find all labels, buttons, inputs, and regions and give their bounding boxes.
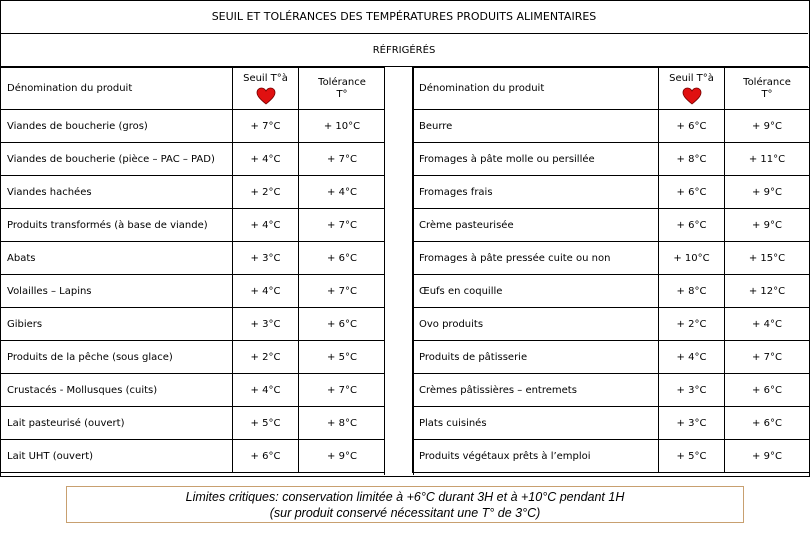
seuil-value: + 6°C [659,176,725,209]
note-line-2: (sur produit conservé nécessitant une T° de 3°C) [269,506,541,520]
tolerance-value: + 8°C [299,407,386,440]
tolerance-value: + 7°C [299,374,386,407]
seuil-value: + 4°C [659,341,725,374]
seuil-value: + 5°C [233,407,299,440]
seuil-value: + 2°C [659,308,725,341]
product-name: Fromages frais [413,176,659,209]
tolerance-value: + 7°C [299,143,386,176]
seuil-value: + 2°C [233,176,299,209]
table-row [1,341,386,374]
table-row [1,110,386,143]
tolerance-value: + 6°C [725,407,810,440]
header-tolerance-unit: T° [761,88,773,100]
seuil-value: + 2°C [233,341,299,374]
table-row [413,209,810,242]
tolerance-value: + 10°C [299,110,386,143]
seuil-value: + 4°C [233,275,299,308]
header-seuil [233,68,299,110]
seuil-value: + 6°C [659,209,725,242]
tolerance-value: + 11°C [725,143,810,176]
tolerance-value: + 9°C [299,440,386,473]
product-name: Plats cuisinés [413,407,659,440]
table-row [1,209,386,242]
tolerance-value: + 9°C [725,176,810,209]
product-name: Gibiers [1,308,233,341]
product-name: Crustacés - Mollusques (cuits) [1,374,233,407]
product-name: Viandes de boucherie (pièce – PAC – PAD) [1,143,233,176]
product-name: Abats [1,242,233,275]
product-name: Viandes de boucherie (gros) [1,110,233,143]
seuil-value: + 7°C [233,110,299,143]
table-row [413,143,810,176]
table-row [413,275,810,308]
seuil-value: + 8°C [659,275,725,308]
product-name: Lait UHT (ouvert) [1,440,233,473]
tolerance-value: + 5°C [299,341,386,374]
product-name: Volailles – Lapins [1,275,233,308]
table-row [413,407,810,440]
seuil-value: + 6°C [659,110,725,143]
tolerance-value: + 7°C [299,275,386,308]
right-table [412,67,810,473]
tolerance-value: + 9°C [725,209,810,242]
table-row [1,275,386,308]
product-name: Fromages à pâte molle ou persillée [413,143,659,176]
seuil-value: + 4°C [233,143,299,176]
product-name: Crèmes pâtissières – entremets [413,374,659,407]
seuil-value: + 10°C [659,242,725,275]
product-name: Produits de la pêche (sous glace) [1,341,233,374]
table-row [1,407,386,440]
product-name: Lait pasteurisé (ouvert) [1,407,233,440]
header-seuil-label: Seuil T°à [669,72,714,84]
left-table [0,67,386,473]
table-row [413,110,810,143]
table-row [413,374,810,407]
table-row [1,176,386,209]
table-row [1,242,386,275]
note-line-1: Limites critiques: conservation limitée à +6°C durant 3H et à +10°C pendant 1H [185,490,625,504]
header-tolerance-unit: T° [336,88,348,100]
tolerance-value: + 9°C [725,440,810,473]
tolerance-value: + 15°C [725,242,810,275]
seuil-value: + 3°C [659,407,725,440]
header-tolerance [299,68,386,110]
header-tolerance [725,68,810,110]
header-seuil-label: Seuil T°à [243,72,288,84]
table-row [413,440,810,473]
product-name: Ovo produits [413,308,659,341]
header-product-name: Dénomination du produit [1,68,233,110]
critical-limits-note [66,486,744,523]
seuil-value: + 6°C [233,440,299,473]
tolerance-value: + 4°C [299,176,386,209]
seuil-value: + 3°C [659,374,725,407]
seuil-value: + 3°C [233,242,299,275]
product-name: Œufs en coquille [413,275,659,308]
product-name: Crème pasteurisée [413,209,659,242]
table-row [1,440,386,473]
header-tolerance-label: Tolérance [318,76,366,88]
tolerance-value: + 9°C [725,110,810,143]
table-row [413,176,810,209]
product-name: Produits végétaux prêts à l’emploi [413,440,659,473]
left-header-row [1,68,386,110]
tolerance-value: + 6°C [299,308,386,341]
table-row [413,308,810,341]
product-name: Produits de pâtisserie [413,341,659,374]
right-header-row [413,68,810,110]
seuil-value: + 4°C [233,209,299,242]
section-subtitle: RÉFRIGÉRÉS [0,34,808,67]
product-name: Beurre [413,110,659,143]
table-row [413,341,810,374]
heart-icon [682,87,702,105]
table-row [1,143,386,176]
tolerance-value: + 6°C [299,242,386,275]
table-row [413,242,810,275]
tolerance-value: + 7°C [725,341,810,374]
product-name: Fromages à pâte pressée cuite ou non [413,242,659,275]
product-name: Viandes hachées [1,176,233,209]
header-product-name: Dénomination du produit [413,68,659,110]
tolerance-value: + 12°C [725,275,810,308]
column-separator [384,67,414,475]
heart-icon [256,87,276,105]
page-title: SEUIL ET TOLÉRANCES DES TEMPÉRATURES PRODUITS ALIMENTAIRES [0,0,808,34]
tolerance-value: + 4°C [725,308,810,341]
table-row [1,374,386,407]
tolerance-value: + 6°C [725,374,810,407]
seuil-value: + 8°C [659,143,725,176]
header-seuil [659,68,725,110]
table-row [1,308,386,341]
tolerance-value: + 7°C [299,209,386,242]
seuil-value: + 4°C [233,374,299,407]
product-name: Produits transformés (à base de viande) [1,209,233,242]
header-tolerance-label: Tolérance [743,76,791,88]
seuil-value: + 5°C [659,440,725,473]
seuil-value: + 3°C [233,308,299,341]
